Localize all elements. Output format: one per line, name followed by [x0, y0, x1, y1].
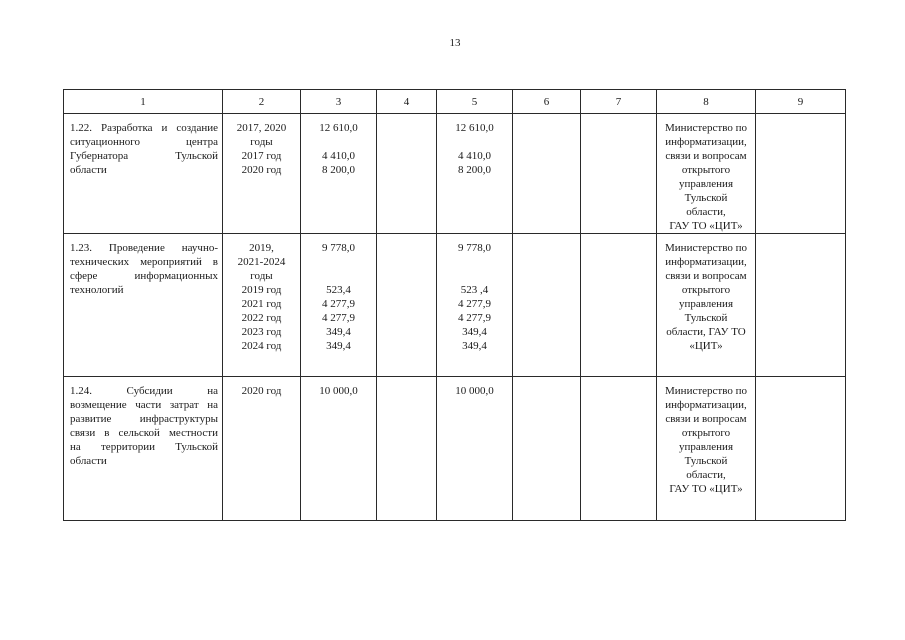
row-3-col-3-cell [301, 377, 377, 521]
table-row [64, 234, 846, 377]
row-2-col-8-line: «ЦИТ» [689, 340, 723, 352]
row-2-col-8-line: Тульской [684, 312, 728, 324]
row-2-col-5-line [439, 255, 510, 269]
row-1-col-3-line: 8 200,0 [322, 164, 355, 176]
row-3-col-5-cell [437, 377, 513, 521]
row-3-col-8-line: открытого [681, 427, 731, 439]
column-number-3: 3 [301, 90, 377, 114]
row-3-col-8-line: Тульской [684, 455, 728, 467]
row-2-col-8-line: управления [678, 298, 734, 310]
row-2-col-4-cell [377, 234, 437, 377]
row-3-col-7-cell [581, 377, 657, 521]
row-1-col-5-line [439, 135, 510, 149]
row-3-col-1-line: 1.24. Субсидии на [70, 385, 218, 397]
row-1-col-8-line: ГАУ ТО «ЦИТ» [669, 220, 743, 232]
row-2-col-3-line: 349,4 [326, 326, 351, 338]
row-1-col-2-line: годы [250, 136, 273, 148]
row-2-col-5-line: 349,4 [462, 340, 487, 352]
row-2-col-8-line: информатизации, [665, 256, 747, 268]
row-3-col-8-line: управления [678, 441, 734, 453]
row-1-col-8-line: Тульской [684, 192, 728, 204]
column-number-4: 4 [377, 90, 437, 114]
row-2-col-2-line: 2023 год [241, 326, 282, 338]
row-1-col-8-line: информатизации, [665, 136, 747, 148]
row-2-col-3-line: 9 778,0 [322, 242, 355, 254]
row-3-col-8-line: ГАУ ТО «ЦИТ» [669, 483, 743, 495]
row-2-col-2-line: 2022 год [241, 312, 282, 324]
row-1-col-8-line: открытого [681, 164, 731, 176]
column-number-6: 6 [513, 90, 581, 114]
row-1-col-2-line: 2017, 2020 [236, 122, 287, 134]
row-2-col-2-line: годы [250, 270, 273, 282]
row-2-col-1-line: 1.23. Проведение научно- [70, 242, 218, 254]
row-2-col-2-cell [223, 234, 301, 377]
row-2-col-5-cell [437, 234, 513, 377]
row-1-col-5-line: 4 410,0 [458, 150, 491, 162]
row-3-col-3-line: 10 000,0 [319, 385, 358, 397]
row-3-col-1-line: области [70, 455, 107, 467]
row-2-col-3-line: 523,4 [326, 284, 351, 296]
column-number-5: 5 [437, 90, 513, 114]
row-3-col-1-line: связи в сельской местности [70, 427, 218, 439]
row-1-col-1-line: ситуационного центра [70, 136, 218, 148]
row-1-col-5-line: 8 200,0 [458, 164, 491, 176]
row-1-col-9-cell [756, 114, 846, 234]
row-1-col-3-line: 12 610,0 [319, 122, 358, 134]
row-2-col-3-line: 349,4 [326, 340, 351, 352]
row-2-col-1-line: сфере информационных [70, 270, 218, 282]
row-1-col-2-line: 2020 год [241, 164, 282, 176]
row-1-col-4-cell [377, 114, 437, 234]
row-1-col-8-line: связи и вопросам [665, 150, 747, 162]
row-2-col-3-line: 4 277,9 [322, 312, 355, 324]
row-1-col-5-line: 12 610,0 [455, 122, 494, 134]
row-2-col-5-line: 349,4 [462, 326, 487, 338]
row-2-col-8-line: области, ГАУ ТО [666, 326, 746, 338]
row-2-col-6-cell [513, 234, 581, 377]
row-1-col-1-line: области [70, 164, 107, 176]
column-number-2: 2 [223, 90, 301, 114]
row-1-col-1-line: Губернатора Тульской [70, 150, 218, 162]
row-3-col-8-line: информатизации, [665, 399, 747, 411]
row-2-col-2-line: 2021-2024 [237, 256, 286, 268]
row-2-col-8-line: Министерство по [665, 242, 747, 254]
row-2-col-5-line [439, 269, 510, 283]
row-2-col-9-cell [756, 234, 846, 377]
row-1-col-8-line: Министерство по [665, 122, 747, 134]
row-1-col-8-line: области, [686, 206, 726, 218]
row-3-col-2-line: 2020 год [241, 385, 282, 397]
row-2-col-3-cell [301, 234, 377, 377]
row-3-col-1-line: возмещение части затрат на [70, 399, 218, 411]
row-3-col-6-cell [513, 377, 581, 521]
row-2-col-5-line: 9 778,0 [458, 242, 491, 254]
row-1-col-2-cell [223, 114, 301, 234]
row-3-col-8-line: связи и вопросам [665, 413, 747, 425]
row-2-col-2-line: 2019, [249, 242, 274, 254]
row-2-col-1-line: технических мероприятий в [70, 256, 218, 268]
row-2-col-2-line: 2024 год [241, 340, 282, 352]
table-header-row [64, 90, 846, 114]
row-1-col-3-cell [301, 114, 377, 234]
row-1-col-5-cell [437, 114, 513, 234]
row-1-col-6-cell [513, 114, 581, 234]
row-2-col-3-line [303, 255, 374, 269]
page-number: 13 [449, 37, 461, 49]
row-3-col-2-cell [223, 377, 301, 521]
table-row [64, 377, 846, 521]
row-3-col-4-cell [377, 377, 437, 521]
row-1-col-3-line [303, 135, 374, 149]
row-3-col-8-line: Министерство по [665, 385, 747, 397]
row-3-col-5-line: 10 000,0 [455, 385, 494, 397]
row-2-col-7-cell [581, 234, 657, 377]
row-1-col-1-line: 1.22. Разработка и создание [70, 122, 218, 134]
row-3-col-9-cell [756, 377, 846, 521]
row-3-col-1-cell [64, 377, 223, 521]
table-row [64, 114, 846, 234]
column-number-7: 7 [581, 90, 657, 114]
row-2-col-1-line: технологий [70, 284, 124, 296]
row-2-col-5-line: 523 ,4 [460, 284, 489, 296]
column-number-9: 9 [756, 90, 846, 114]
row-3-col-8-line: области, [686, 469, 726, 481]
column-number-8: 8 [657, 90, 756, 114]
row-2-col-3-line: 4 277,9 [322, 298, 355, 310]
row-1-col-3-line: 4 410,0 [322, 150, 355, 162]
measures-table [63, 89, 846, 521]
row-2-col-2-line: 2019 год [241, 284, 282, 296]
row-1-col-2-line: 2017 год [241, 150, 282, 162]
row-2-col-8-line: открытого [681, 284, 731, 296]
row-2-col-8-cell [657, 234, 756, 377]
row-1-col-7-cell [581, 114, 657, 234]
row-3-col-1-line: развитие инфраструктуры [70, 413, 218, 425]
column-number-1: 1 [64, 90, 223, 114]
row-2-col-5-line: 4 277,9 [458, 312, 491, 324]
row-1-col-8-line: управления [678, 178, 734, 190]
row-2-col-8-line: связи и вопросам [665, 270, 747, 282]
row-3-col-8-cell [657, 377, 756, 521]
row-2-col-5-line: 4 277,9 [458, 298, 491, 310]
row-1-col-1-cell [64, 114, 223, 234]
row-2-col-3-line [303, 269, 374, 283]
row-3-col-1-line: на территории Тульской [70, 441, 218, 453]
row-1-col-8-cell [657, 114, 756, 234]
row-2-col-2-line: 2021 год [241, 298, 282, 310]
row-2-col-1-cell [64, 234, 223, 377]
